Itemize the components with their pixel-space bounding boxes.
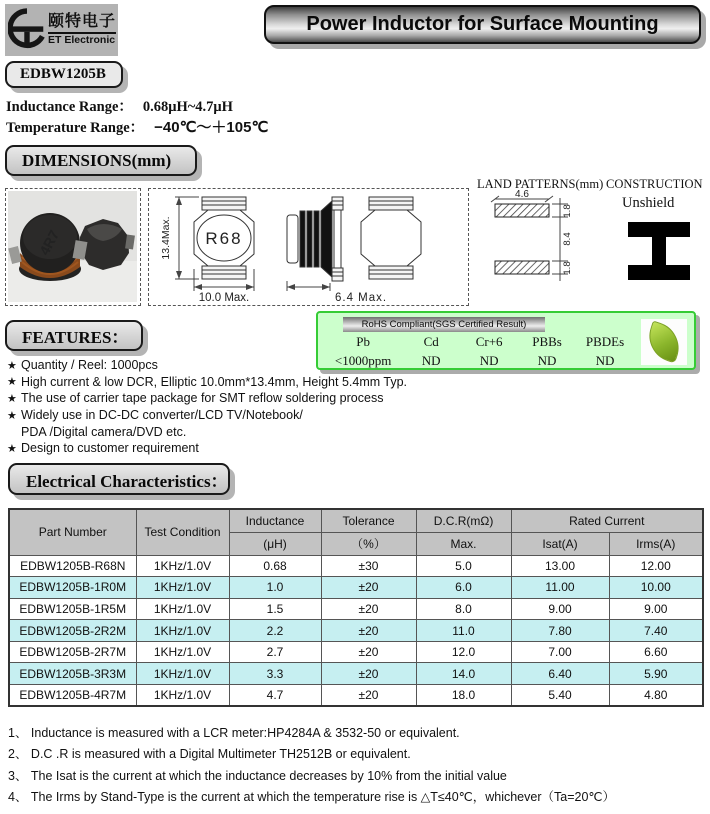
table-row [9,555,703,577]
features-section-badge: FEATURES： [5,320,143,351]
rohs-substance-value: ND [479,353,499,368]
construction-type-label: Unshield [622,195,675,211]
inductance-range-line [6,95,233,116]
star-bullet-icon: ★ [7,359,17,372]
note-line: 2、 D.C .R is measured with a Digital Multimeter TH2512B or equivalent. [8,747,411,762]
star-bullet-icon: ★ [7,409,17,422]
table-cell: 11.0 [416,620,511,642]
col-part-number: Part Number [9,509,136,555]
table-cell: ±20 [321,663,416,685]
table-cell: EDBW1205B-2R2M [9,620,136,642]
table-cell: 5.40 [511,685,609,707]
table-cell: 7.00 [511,641,609,663]
table-cell: 7.40 [609,620,703,642]
table-cell: 14.0 [416,663,511,685]
table-cell: 5.0 [416,555,511,577]
inductance-range-value: 0.68μH~4.7μH [142,99,233,115]
feature-text: High current & low DCR, Elliptic 10.0mm*13.4mm, Height 5.4mm Typ. [21,374,408,389]
rohs-column [518,334,576,369]
star-bullet-icon: ★ [7,376,17,389]
rohs-column [576,334,634,369]
rohs-substance-name: Pb [356,334,370,349]
table-cell: 4.7 [229,685,321,707]
table-header [9,509,703,555]
table-cell: 2.2 [229,620,321,642]
rohs-substance-name: PBDEs [585,334,625,349]
logo-english-name: ET Electronic [47,34,116,47]
note-line: 3、 The Isat is the current at which the inductance decreases by 10% from the initial value [8,768,507,783]
table-cell: 6.0 [416,577,511,599]
col-rated-current: Rated Current [511,509,703,532]
col-isat: Isat(A) [511,532,609,555]
table-cell: 13.00 [511,555,609,577]
table-row [9,685,703,707]
rohs-column [402,334,460,369]
rohs-substance-name: Cr+6 [475,334,503,349]
col-inductance-unit: (μH) [229,532,321,555]
pad-height-top-label: 1.8 [562,204,573,218]
feature-item [7,407,407,424]
table-cell: 9.00 [511,598,609,620]
table-cell: EDBW1205B-2R7M [9,641,136,663]
part-series-badge: EDBW1205B [5,61,123,88]
table-cell: 3.3 [229,663,321,685]
table-cell: 0.68 [229,555,321,577]
table-cell: ±20 [321,620,416,642]
table-cell: EDBW1205B-3R3M [9,663,136,685]
page-title: Power Inductor for Surface Mounting [306,13,659,35]
table-cell: 5.90 [609,663,703,685]
table-cell: 1KHz/1.0V [136,620,229,642]
feature-text: Design to customer requirement [21,441,199,456]
dimension-drawing-svg [149,189,467,304]
col-irms: Irms(A) [609,532,703,555]
ibeam-core-icon [628,222,690,280]
table-cell: EDBW1205B-1R0M [9,577,136,599]
table-row [9,663,703,685]
table-cell: EDBW1205B-4R7M [9,685,136,707]
table-cell: ±20 [321,685,416,707]
table-cell: 1KHz/1.0V [136,663,229,685]
col-test-condition: Test Condition [136,509,229,555]
rohs-substance-value: ND [537,353,557,368]
table-cell: 12.00 [609,555,703,577]
table-cell: 18.0 [416,685,511,707]
table-cell: 1KHz/1.0V [136,641,229,663]
feature-text: PDA /Digital camera/DVD etc. [21,424,187,439]
rohs-substance-name: PBBs [532,334,562,349]
table-cell: ±20 [321,598,416,620]
table-row [9,620,703,642]
note-line: 4、 The Irms by Stand-Type is the current at which the temperature rise is △T≤40℃，whichever（Ta=20℃） [8,790,615,805]
table-cell: 4.80 [609,685,703,707]
logo-chinese-name: 颐特电子 [47,13,116,31]
temperature-range-line [6,116,268,137]
photo-part-marking: 4R7 [36,227,63,258]
rohs-substance-value: ND [421,353,441,368]
gap-label: 8.4 [562,232,573,246]
table-cell: EDBW1205B-R68N [9,555,136,577]
company-logo [5,4,118,56]
height-dimension-label: 13.4Max. [160,216,172,260]
temperature-range-value: −40℃～＋105℃ [154,119,269,136]
table-cell: 1.5 [229,598,321,620]
rohs-substance-name: Cd [423,334,439,349]
features-list [7,357,407,457]
table-row [9,641,703,663]
table-cell: 12.0 [416,641,511,663]
width-dimension-label: 10.0 Max. [198,292,250,304]
table-cell: 1KHz/1.0V [136,555,229,577]
feature-text: The use of carrier tape package for SMT reflow soldering process [21,391,384,406]
temperature-range-label: Temperature Range： [6,120,145,136]
land-pattern-drawing [482,188,597,300]
rohs-column [460,334,518,369]
land-patterns-title: LAND PATTERNS(mm) [477,177,604,191]
feature-item [7,423,407,440]
front-marking: R68 [205,229,243,248]
inductance-range-label: Inductance Range： [6,99,133,115]
rohs-title-bar [343,317,545,332]
rohs-substance-value: <1000ppm [334,353,392,368]
pad-height-bottom-label: 1.8 [562,261,573,275]
table-cell: 2.7 [229,641,321,663]
leaf-icon [643,321,686,364]
col-dcr: D.C.R(mΩ) [416,509,511,532]
table-cell: 7.80 [511,620,609,642]
table-cell: 8.0 [416,598,511,620]
table-cell: 1KHz/1.0V [136,598,229,620]
table-row [9,577,703,599]
electrical-section-badge: Electrical Characteristics： [8,463,230,495]
electrical-characteristics-table [8,508,704,707]
logo-text [48,14,116,46]
table-cell: 1.0 [229,577,321,599]
green-leaf-image [641,319,687,365]
notes-list [8,721,615,807]
inductor-photo-image [8,191,137,302]
table-cell: 1KHz/1.0V [136,577,229,599]
table-cell: 10.00 [609,577,703,599]
table-cell: 9.00 [609,598,703,620]
feature-item [7,374,407,391]
product-photo [5,188,141,306]
feature-text: Quantity / Reel: 1000pcs [21,358,158,373]
construction-title: CONSTRUCTION [606,177,703,191]
feature-item [7,357,407,374]
rohs-substance-value: ND [595,353,615,368]
col-inductance: Inductance [229,509,321,532]
table-cell: ±20 [321,641,416,663]
table-cell: 6.40 [511,663,609,685]
col-tolerance-unit: （%） [321,532,416,555]
table-cell: EDBW1205B-1R5M [9,598,136,620]
depth-dimension-label: 6.4 Max. [335,292,388,304]
col-tolerance: Tolerance [321,509,416,532]
table-row [9,598,703,620]
table-cell: ±30 [321,555,416,577]
document-title-bar [264,5,701,44]
logo-mark-icon [8,7,46,53]
rohs-title: RoHS Compliant(SGS Certified Result) [361,319,527,330]
ec-table-body [9,555,703,706]
feature-item [7,390,407,407]
table-cell: 6.60 [609,641,703,663]
pad-width-label: 4.6 [515,189,529,200]
dimension-drawing [148,188,469,306]
note-line: 1、 Inductance is measured with a LCR meter:HP4284A & 3532-50 or equivalent. [8,725,460,740]
col-dcr-unit: Max. [416,532,511,555]
table-cell: ±20 [321,577,416,599]
table-cell: 1KHz/1.0V [136,685,229,707]
star-bullet-icon: ★ [7,442,17,455]
feature-item [7,440,407,457]
star-bullet-icon: ★ [7,392,17,405]
feature-text: Widely use in DC-DC converter/LCD TV/Notebook/ [21,408,303,423]
table-cell: 11.00 [511,577,609,599]
dimensions-section-badge: DIMENSIONS(mm) [5,145,197,176]
